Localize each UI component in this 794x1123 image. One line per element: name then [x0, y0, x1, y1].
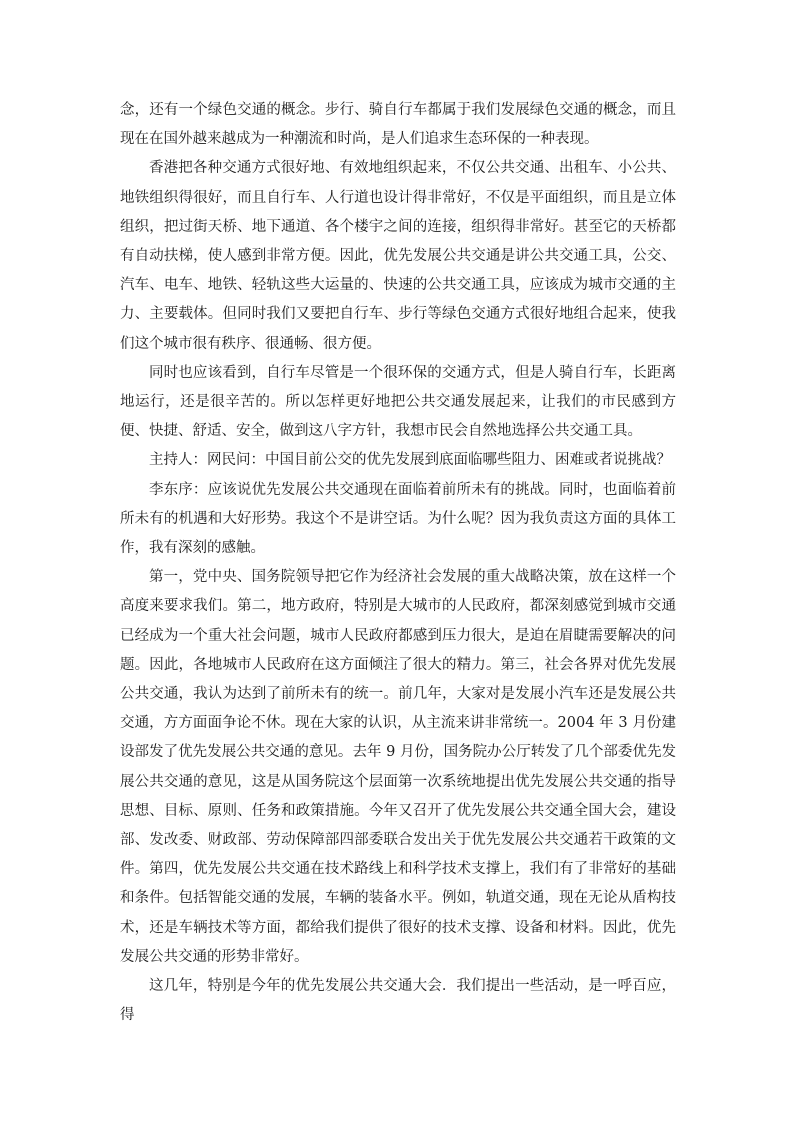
paragraph-four-points: 第一，党中央、国务院领导把它作为经济社会发展的重大战略决策，放在这样一个高度来要求我们。第二，地方政府，特别是大城市的人民政府，都深刻感觉到城市交通已经成为一个重大社会问题，城市人民政府都感到压力很大，是迫在眉睫需要解决的问题。因此，各地城市人民政府在这方面倾注了很大的精力。第三，社会各界对优先发展公共交通，我认为达到了前所未有的统一。前几年，大家对是发展小汽车还是发展公共交通，方方面面争论不休。现在大家的认识，从主流来讲非常统一。2004 年 3 月份建设部发了优先发展公共交通的意见。去年 9 月份，国务院办公厅转发了几个部委优先发展公共交通的意见，这是从国务院这个层面第一次系统地提出优先发展公共交通的指导思想、目标、原则、任务和政策措施。今年又召开了优先发展公共交通全国大会，建设部、发改委、财政部、劳动保障部四部委联合发出关于优先发展公共交通若干政策的文件。第四，优先发展公共交通在技术路线上和科学技术支撑上，我们有了非常好的基础和条件。包括智能交通的发展，车辆的装备水平。例如，轨道交通，现在无论从盾构技术，还是车辆技术等方面，都给我们提供了很好的技术支撑、设备和材料。因此，优先发展公共交通的形势非常好。 [120, 569, 676, 965]
paragraph-recent-years: 这几年，特别是今年的优先发展公共交通大会．我们提出一些活动，是一呼百应，得 [120, 978, 676, 1024]
paragraph-hong-kong: 香港把各种交通方式很好地、有效地组织起来，不仅公共交通、出租车、小公共、地铁组织得很好，而且自行车、人行道也设计得非常好，不仅是平面组织，而且是立体组织，把过街天桥、地下通道、各个楼宇之间的连接，组织得非常好。甚至它的天桥都有自动扶梯，使人感到非常方便。因此，优先发展公共交通是讲公共交通工具，公交、汽车、电车、地铁、轻轨这些大运量的、快速的公共交通工具，应该成为城市交通的主力、主要载体。但同时我们又要把自行车、步行等绿色交通方式很好地组合起来，使我们这个城市很有秩序、很通畅、很方便。 [120, 160, 676, 352]
paragraph-li-answer: 李东序：应该说优先发展公共交通现在面临着前所未有的挑战。同时，也面临着前所未有的机遇和大好形势。我这个不是讲空话。为什么呢？因为我负责这方面的具体工作，我有深刻的感触。 [120, 481, 676, 557]
paragraph-continuation: 念，还有一个绿色交通的概念。步行、骑自行车都属于我们发展绿色交通的概念，而且现在在国外越来越成为一种潮流和时尚，是人们追求生态环保的一种表现。 [120, 102, 676, 148]
paragraph-host-question: 主持人：网民问：中国目前公交的优先发展到底面临哪些阻力、困难或者说挑战？ [149, 452, 671, 469]
paragraph-bicycle: 同时也应该看到，自行车尽管是一个很环保的交通方式，但是人骑自行车，长距离地运行，还是很辛苦的。所以怎样更好地把公共交通发展起来，让我们的市民感到方便、快捷、舒适、安全，做到这八字方针，我想市民会自然地选择公共交通工具。 [120, 364, 676, 440]
body-text [120, 96, 676, 1031]
